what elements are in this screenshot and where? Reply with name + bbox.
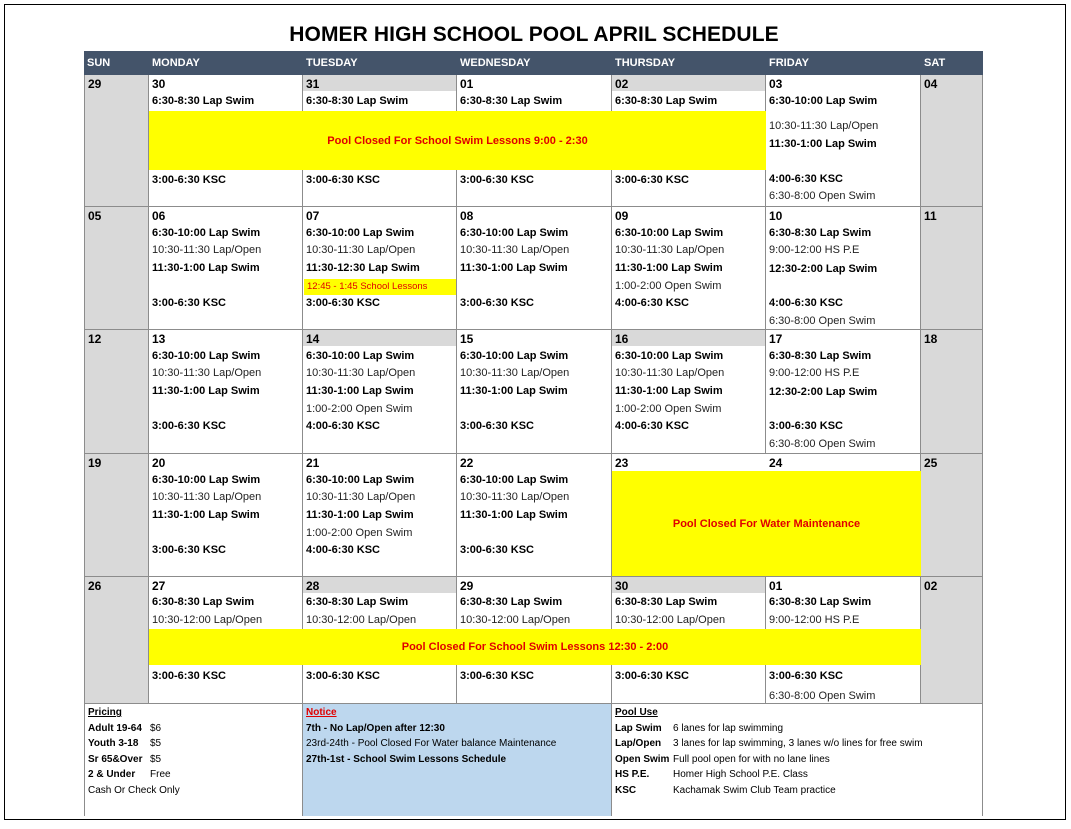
schedule-line: 11:30-1:00 Lap Swim (152, 262, 260, 274)
pool-use-row (615, 769, 808, 780)
schedule-line: 11:30-1:00 Lap Swim (152, 509, 260, 521)
sunday-cell (85, 207, 149, 330)
day-number: 29 (88, 77, 102, 91)
pool-use-row (615, 738, 923, 749)
header-monday: MONDAY (149, 51, 303, 75)
schedule-line: 3:00-6:30 KSC (306, 670, 380, 682)
schedule-line: 6:30-10:00 Lap Swim (460, 350, 569, 362)
day-cell (612, 207, 766, 330)
day-number: 19 (88, 456, 102, 470)
pool-use-desc: Kachamak Swim Club Team practice (673, 785, 836, 796)
schedule-line: 6:30-8:30 Lap Swim (460, 95, 563, 107)
day-cell (766, 75, 921, 207)
schedule-line: 10:30-12:00 Lap/Open (615, 614, 726, 626)
notice-line: 23rd-24th - Pool Closed For Water balance Maintenance (306, 738, 557, 749)
day-number: 12 (88, 332, 102, 346)
schedule-line: 3:00-6:30 KSC (152, 297, 226, 309)
sunday-cell (85, 454, 149, 577)
day-number: 15 (460, 332, 474, 346)
payment-note: Cash Or Check Only (88, 785, 180, 796)
day-cell (766, 207, 921, 330)
saturday-cell (921, 75, 983, 207)
schedule-line: 6:30-10:00 Lap Swim (152, 350, 261, 362)
schedule-line: 11:30-1:00 Lap Swim (460, 385, 568, 397)
closure-banner: Pool Closed For School Swim Lessons 9:00 - 2:30 (149, 111, 766, 170)
pool-use-desc: 6 lanes for lap swimming (673, 723, 784, 734)
day-cell (149, 207, 303, 330)
notice-line: 7th - No Lap/Open after 12:30 (306, 723, 445, 734)
price-row (88, 738, 161, 749)
price-row (88, 754, 161, 765)
schedule-line: 4:00-6:30 KSC (306, 544, 380, 556)
day-number: 28 (303, 577, 456, 593)
schedule-line: 3:00-6:30 KSC (152, 174, 226, 186)
schedule-line: 10:30-11:30 Lap/Open (306, 367, 416, 379)
maintenance-banner: Pool Closed For Water Maintenance (612, 471, 921, 576)
schedule-line: 1:00-2:00 Open Swim (615, 403, 722, 415)
day-number: 13 (152, 332, 166, 346)
day-number: 04 (924, 77, 938, 91)
day-number: 30 (612, 577, 765, 593)
saturday-cell (921, 454, 983, 577)
pool-use-heading: Pool Use (615, 707, 658, 718)
pool-use-desc: Homer High School P.E. Class (673, 769, 808, 780)
school-lessons-highlight: 12:45 - 1:45 School Lessons (304, 279, 456, 295)
saturday-cell (921, 330, 983, 454)
schedule-line: 11:30-1:00 Lap Swim (460, 509, 568, 521)
schedule-line: 6:30-8:30 Lap Swim (152, 95, 255, 107)
schedule-line: 1:00-2:00 Open Swim (306, 527, 413, 539)
price-label: Adult 19-64 (88, 723, 142, 734)
day-cell (457, 330, 612, 454)
day-number: 20 (152, 456, 166, 470)
schedule-line: 6:30-8:30 Lap Swim (615, 95, 718, 107)
day-number: 16 (612, 330, 765, 346)
schedule-line: 4:00-6:30 KSC (615, 297, 689, 309)
schedule-line: 10:30-11:30 Lap/Open (306, 244, 416, 256)
day-number: 17 (769, 332, 783, 346)
schedule-line: 6:30-8:30 Lap Swim (306, 596, 409, 608)
day-cell (303, 454, 457, 577)
day-cell (612, 330, 766, 454)
day-number: 03 (769, 77, 783, 91)
schedule-line: 6:30-8:00 Open Swim (769, 438, 876, 450)
schedule-line: 10:30-11:30 Lap/Open (460, 244, 570, 256)
header-wednesday: WEDNESDAY (457, 51, 612, 75)
pool-use-desc: 3 lanes for lap swimming, 3 lanes w/o lines for free swim (673, 738, 923, 749)
schedule-line: 6:30-10:00 Lap Swim (615, 350, 724, 362)
price-label: Sr 65&Over (88, 754, 143, 765)
schedule-line: 11:30-1:00 Lap Swim (769, 138, 877, 150)
day-number: 30 (152, 77, 166, 91)
schedule-line: 3:00-6:30 KSC (306, 297, 380, 309)
notice-heading: Notice (306, 707, 337, 718)
schedule-line: 10:30-11:30 Lap/Open (615, 244, 725, 256)
schedule-line: 10:30-12:00 Lap/Open (306, 614, 417, 626)
schedule-line: 6:30-10:00 Lap Swim (306, 227, 415, 239)
pool-use-term: HS P.E. (615, 769, 650, 780)
schedule-line: 3:00-6:30 KSC (152, 420, 226, 432)
header-thursday: THURSDAY (612, 51, 766, 75)
day-cell (457, 207, 612, 330)
schedule-line: 1:00-2:00 Open Swim (306, 403, 413, 415)
schedule-line: 11:30-1:00 Lap Swim (306, 385, 414, 397)
schedule-line: 6:30-10:00 Lap Swim (460, 227, 569, 239)
schedule-line: 6:30-8:30 Lap Swim (460, 596, 563, 608)
schedule-line: 10:30-11:30 Lap/Open (460, 491, 570, 503)
schedule-line: 3:00-6:30 KSC (460, 420, 534, 432)
sunday-cell (85, 75, 149, 207)
schedule-line: 3:00-6:30 KSC (152, 670, 226, 682)
schedule-line: 3:00-6:30 KSC (460, 174, 534, 186)
schedule-line: 6:30-10:00 Lap Swim (769, 95, 878, 107)
price-label: Youth 3-18 (88, 738, 139, 749)
schedule-line: 3:00-6:30 KSC (152, 544, 226, 556)
schedule-line: 6:30-10:00 Lap Swim (152, 227, 261, 239)
schedule-line: 6:30-8:00 Open Swim (769, 190, 876, 202)
day-number: 22 (460, 456, 474, 470)
day-number: 23 (615, 456, 629, 470)
schedule-line: 6:30-8:00 Open Swim (769, 315, 876, 327)
day-cell (303, 330, 457, 454)
header-saturday: SAT (921, 51, 983, 75)
schedule-line: 6:30-8:30 Lap Swim (769, 596, 872, 608)
price-value: $6 (150, 723, 162, 734)
day-number: 06 (152, 209, 166, 223)
pool-use-term: KSC (615, 785, 637, 796)
schedule-line: 4:00-6:30 KSC (615, 420, 689, 432)
schedule-line: 6:30-8:30 Lap Swim (769, 350, 872, 362)
closure-banner: Pool Closed For School Swim Lessons 12:30 - 2:00 (149, 629, 921, 665)
pool-use-row (615, 785, 836, 796)
schedule-line: 3:00-6:30 KSC (306, 174, 380, 186)
day-number: 02 (924, 579, 938, 593)
pool-use-term: Lap/Open (615, 738, 662, 749)
pricing-section (84, 704, 303, 816)
schedule-line: 6:30-10:00 Lap Swim (615, 227, 724, 239)
day-number: 11 (924, 209, 937, 223)
schedule-line: 6:30-8:30 Lap Swim (769, 227, 872, 239)
day-number: 29 (460, 579, 474, 593)
schedule-line: 6:30-8:00 Open Swim (769, 690, 876, 702)
schedule-line: 6:30-8:30 Lap Swim (306, 95, 409, 107)
price-row (88, 769, 171, 780)
header-tuesday: TUESDAY (303, 51, 457, 75)
schedule-line: 10:30-11:30 Lap/Open (152, 244, 262, 256)
schedule-line: 6:30-10:00 Lap Swim (460, 474, 569, 486)
schedule-line: 12:30-2:00 Lap Swim (769, 263, 878, 275)
schedule-line: 3:00-6:30 KSC (460, 670, 534, 682)
schedule-line: 6:30-10:00 Lap Swim (152, 474, 261, 486)
saturday-cell (921, 207, 983, 330)
schedule-line: 9:00-12:00 HS P.E (769, 614, 860, 626)
notice-section (303, 704, 612, 816)
price-value: $5 (150, 738, 162, 749)
schedule-line: 3:00-6:30 KSC (615, 670, 689, 682)
schedule-line: 6:30-8:30 Lap Swim (615, 596, 718, 608)
pool-use-term: Open Swim (615, 754, 670, 765)
day-cell (303, 207, 457, 330)
price-label: 2 & Under (88, 769, 136, 780)
schedule-line: 4:00-6:30 KSC (306, 420, 380, 432)
notice-line: 27th-1st - School Swim Lessons Schedule (306, 754, 507, 765)
schedule-line: 12:30-2:00 Lap Swim (769, 386, 878, 398)
schedule-line: 9:00-12:00 HS P.E (769, 244, 860, 256)
day-number: 10 (769, 209, 783, 223)
schedule-line: 3:00-6:30 KSC (615, 174, 689, 186)
header-friday: FRIDAY (766, 51, 921, 75)
schedule-line: 10:30-12:00 Lap/Open (460, 614, 571, 626)
schedule-line: 6:30-10:00 Lap Swim (306, 474, 415, 486)
schedule-line: 4:00-6:30 KSC (769, 297, 843, 309)
day-number: 24 (769, 456, 783, 470)
sunday-cell (85, 577, 149, 704)
schedule-line: 11:30-1:00 Lap Swim (306, 509, 414, 521)
schedule-line: 10:30-11:30 Lap/Open (460, 367, 570, 379)
schedule-line: 11:30-1:00 Lap Swim (615, 262, 723, 274)
day-number: 31 (303, 75, 456, 91)
schedule-line: 3:00-6:30 KSC (769, 670, 843, 682)
schedule-line: 10:30-11:30 Lap/Open (769, 120, 879, 132)
saturday-cell (921, 577, 983, 704)
schedule-line: 11:30-1:00 Lap Swim (152, 385, 260, 397)
day-number: 26 (88, 579, 102, 593)
day-number: 02 (612, 75, 765, 91)
pool-use-term: Lap Swim (615, 723, 662, 734)
day-number: 09 (615, 209, 629, 223)
schedule-line: 11:30-1:00 Lap Swim (460, 262, 568, 274)
day-number: 14 (303, 330, 456, 346)
schedule-line: 10:30-12:00 Lap/Open (152, 614, 263, 626)
price-value: $5 (150, 754, 162, 765)
day-number: 07 (306, 209, 320, 223)
day-number: 05 (88, 209, 102, 223)
day-number: 08 (460, 209, 474, 223)
pool-use-desc: Full pool open for with no lane lines (673, 754, 830, 765)
price-value: Free (150, 769, 171, 780)
schedule-line: 11:30-1:00 Lap Swim (615, 385, 723, 397)
day-number: 18 (924, 332, 938, 346)
day-number: 25 (924, 456, 938, 470)
pool-use-row (615, 754, 830, 765)
schedule-line: 10:30-11:30 Lap/Open (615, 367, 725, 379)
sunday-cell (85, 330, 149, 454)
schedule-line: 3:00-6:30 KSC (769, 420, 843, 432)
schedule-line: 6:30-8:30 Lap Swim (152, 596, 255, 608)
schedule-line: 10:30-11:30 Lap/Open (152, 367, 262, 379)
schedule-line: 3:00-6:30 KSC (460, 544, 534, 556)
schedule-line: 10:30-11:30 Lap/Open (306, 491, 416, 503)
day-number: 21 (306, 456, 320, 470)
price-row (88, 723, 161, 734)
day-number: 01 (460, 77, 474, 91)
schedule-line: 4:00-6:30 KSC (769, 173, 843, 185)
day-cell (457, 454, 612, 577)
pool-use-section (612, 704, 983, 816)
schedule-line: 1:00-2:00 Open Swim (615, 280, 722, 292)
schedule-line: 11:30-12:30 Lap Swim (306, 262, 420, 274)
day-cell (149, 454, 303, 577)
day-cell (766, 330, 921, 454)
pool-use-row (615, 723, 783, 734)
day-number: 01 (769, 579, 783, 593)
day-cell (149, 330, 303, 454)
header-sun: SUN (84, 51, 149, 75)
pricing-heading: Pricing (88, 707, 122, 718)
schedule-line: 10:30-11:30 Lap/Open (152, 491, 262, 503)
day-number: 27 (152, 579, 166, 593)
schedule-line: 6:30-10:00 Lap Swim (306, 350, 415, 362)
schedule-line: 9:00-12:00 HS P.E (769, 367, 860, 379)
page-title: HOMER HIGH SCHOOL POOL APRIL SCHEDULE (289, 23, 779, 46)
schedule-line: 3:00-6:30 KSC (460, 297, 534, 309)
